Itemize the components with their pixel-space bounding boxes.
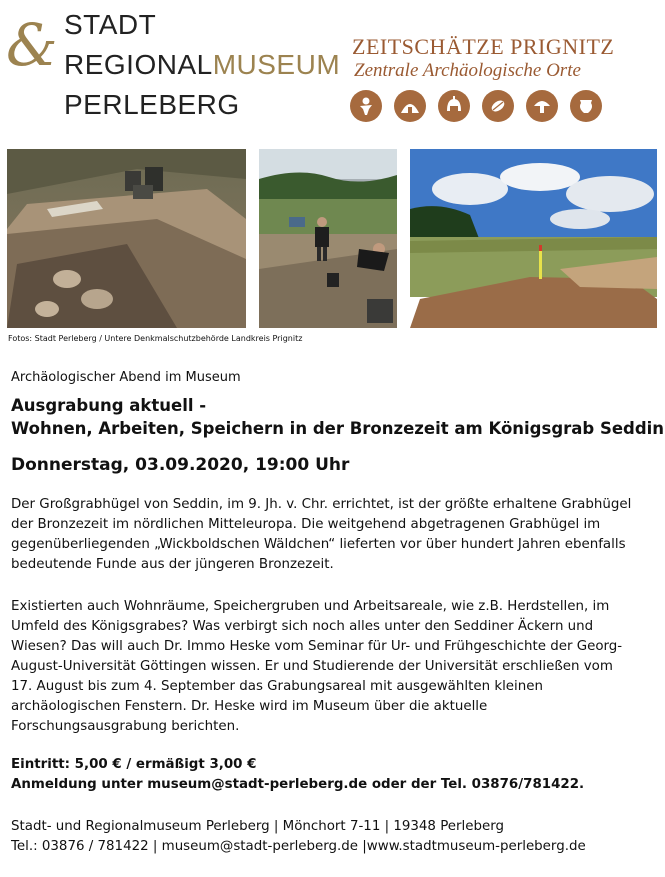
logo-regionalmuseum (64, 50, 340, 80)
event-pre-title: Archäologischer Abend im Museum (11, 370, 241, 385)
event-date: Donnerstag, 03.09.2020, 19:00 Uhr (11, 455, 350, 475)
excavation-trench-photo (7, 149, 246, 328)
logo-ampersand: & (6, 11, 58, 79)
paragraph-line: bedeutende Funde aus der jüngeren Bronzezeit. (11, 557, 334, 572)
zeitschaetze-title: ZEITSCHÄTZE PRIGNITZ (352, 34, 615, 59)
admission-price: Eintritt: 5,00 € / ermäßigt 3,00 € (11, 757, 257, 772)
photo-caption: Fotos: Stadt Perleberg / Untere Denkmalschutzbehörde Landkreis Prignitz (8, 334, 303, 343)
paragraph-line: Wiesen? Das will auch Dr. Immo Heske vom Seminar für Ur- und Frühgeschichte der Georg- (11, 639, 623, 654)
paragraph-line: gegenüberliegenden „Wickboldschen Wäldchen“ lieferten vor über hundert Jahren ebenfalls (11, 537, 626, 552)
paragraph-line: Der Großgrabhügel von Seddin, im 9. Jh. v. Chr. errichtet, ist der größte erhaltene Grabhügel (11, 497, 632, 512)
address-line: Stadt- und Regionalmuseum Perleberg | Mönchort 7-11 | 19348 Perleberg (11, 819, 505, 834)
paragraph-line: August-Universität Göttingen wissen. Er und Studierende der Universität erschließen vom (11, 659, 613, 674)
mound-icon (394, 90, 426, 122)
logo-museum-part: MUSEUM (212, 49, 341, 80)
figurine-icon (350, 90, 382, 122)
paragraph-line: archäologischen Fenstern. Dr. Heske wird im Museum über die aktuelle (11, 699, 488, 714)
paragraph-line: Forschungsausgrabung berichten. (11, 719, 240, 734)
headline-line-2: Wohnen, Arbeiten, Speichern in der Bronzezeit am Königsgrab Seddin (11, 419, 665, 438)
paragraph-line: 17. August bis zum 4. September das Grabungsareal mit ausgewählten kleinen (11, 679, 543, 694)
headline-line-1: Ausgrabung aktuell - (11, 396, 207, 415)
zeitschaetze-subtitle: Zentrale Archäologische Orte (354, 60, 581, 81)
mushroom-icon (526, 90, 558, 122)
event-headline (11, 394, 664, 440)
paragraph-2 (11, 597, 656, 737)
paragraph-line: Existierten auch Wohnräume, Speichergruben und Arbeitsareale, wie z.B. Herdstellen, im (11, 599, 610, 614)
paragraph-line: Umfeld des Königsgrabes? Was verbirgt sich noch alles unter den Seddiner Äckern und (11, 619, 594, 634)
field-landscape-photo (410, 149, 657, 328)
logo-regional-part: REGIONAL (64, 49, 213, 80)
contact-line: Tel.: 03876 / 781422 | museum@stadt-perleberg.de |www.stadtmuseum-perleberg.de (11, 839, 586, 854)
paragraph-line: der Bronzezeit im nördlichen Mitteleuropa. Die weitgehend abgetragenen Grabhügel im (11, 517, 601, 532)
excavation-workers-photo (259, 149, 397, 328)
logo-perleberg: PERLEBERG (64, 89, 240, 120)
museum-address (11, 817, 586, 857)
seed-icon (482, 90, 514, 122)
helmet-icon (438, 90, 470, 122)
vessel-icon (570, 90, 602, 122)
site-icons-row (350, 90, 602, 122)
registration-info: Anmeldung unter museum@stadt-perleberg.de oder der Tel. 03876/781422. (11, 777, 585, 792)
logo-stadt: STADT (64, 9, 157, 40)
paragraph-1 (11, 495, 656, 575)
admission-info (11, 755, 584, 795)
